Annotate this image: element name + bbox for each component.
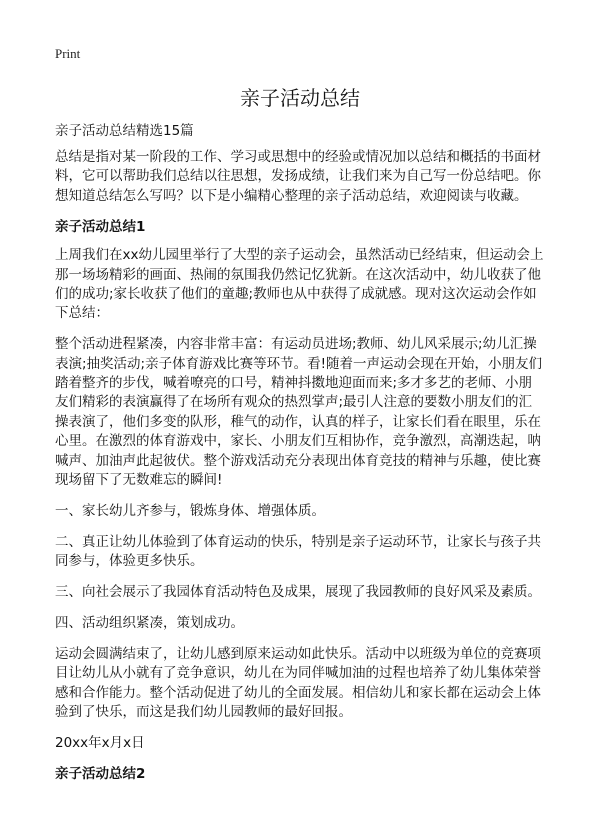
- document-subtitle: 亲子活动总结精选15篇: [55, 123, 194, 139]
- intro-paragraph: 总结是指对某一阶段的工作、学习或思想中的经验或情况加以总结和概括的书面材料，它可以帮助我们总结以往思想，发扬成绩，让我们来为自己写一份总结吧。你想知道总结怎么写吗？以下是小编精心整理的亲子活动总结，欢迎阅读与收藏。: [55, 149, 541, 204]
- date-line: 20xx年x月x日: [55, 735, 145, 752]
- print-link[interactable]: Print: [55, 46, 81, 61]
- paragraph: 二、真正让幼儿体验到了体育运动的快乐，特别是亲子运动环节，让家长与孩子共同参与，体验更多快乐。: [55, 533, 541, 570]
- document-title: 亲子活动总结: [240, 86, 360, 110]
- section-heading: 亲子活动总结2: [55, 766, 146, 783]
- paragraph: 整个活动进程紧凑，内容非常丰富：有运动员进场;教师、幼儿风采展示;幼儿汇操表演;抽奖活动;亲子体育游戏比赛等环节。看!随着一声运动会现在开始，小朋友们踏着整齐的步伐，喊着嘹亮的口号，精神抖擞地迎面而来;多才多艺的老师、小朋友们精彩的表演赢得了在场所有观众的热烈掌声;最引人注意的要数小朋友们的汇操表演了，他们多变的队形，稚气的动作，认真的样子，让家长们看在眼里，乐在心里。在激烈的体育游戏中，家长、小朋友们互相协作，竞争激烈，高潮迭起，呐喊声、加油声此起彼伏。整个游戏活动充分表现出体育竞技的精神与乐趣，使比赛现场留下了无数难忘的瞬间!: [55, 336, 543, 489]
- paragraph: 四、活动组织紧凑，策划成功。: [55, 615, 244, 632]
- paragraph: 一、家长幼儿齐参与，锻炼身体、增强体质。: [55, 503, 325, 519]
- document-body: [55, 148, 545, 793]
- paragraph: 上周我们在xx幼儿园里举行了大型的亲子运动会，虽然活动已经结束，但运动会上那一场场精彩的画面、热闹的氛围我仍然记忆犹新。在这次活动中，幼儿收获了他们的成功;家长收获了他们的童趣;教师也从中获得了成就感。现对这次运动会作如下总结：: [55, 247, 544, 322]
- paragraph: 三、向社会展示了我园体育活动特色及成果，展现了我园教师的良好风采及素质。: [55, 584, 541, 601]
- paragraph: 运动会圆满结束了，让幼儿感到原来运动如此快乐。活动中以班级为单位的竞赛项目让幼儿从小就有了竞争意识，幼儿在为同伴喊加油的过程也培养了幼儿集体荣誉感和合作能力。整个活动促进了幼儿的全面发展。相信幼儿和家长都在运动会上体验到了快乐，而这是我们幼儿园教师的最好回报。: [55, 646, 541, 721]
- section-heading: 亲子活动总结1: [55, 218, 146, 235]
